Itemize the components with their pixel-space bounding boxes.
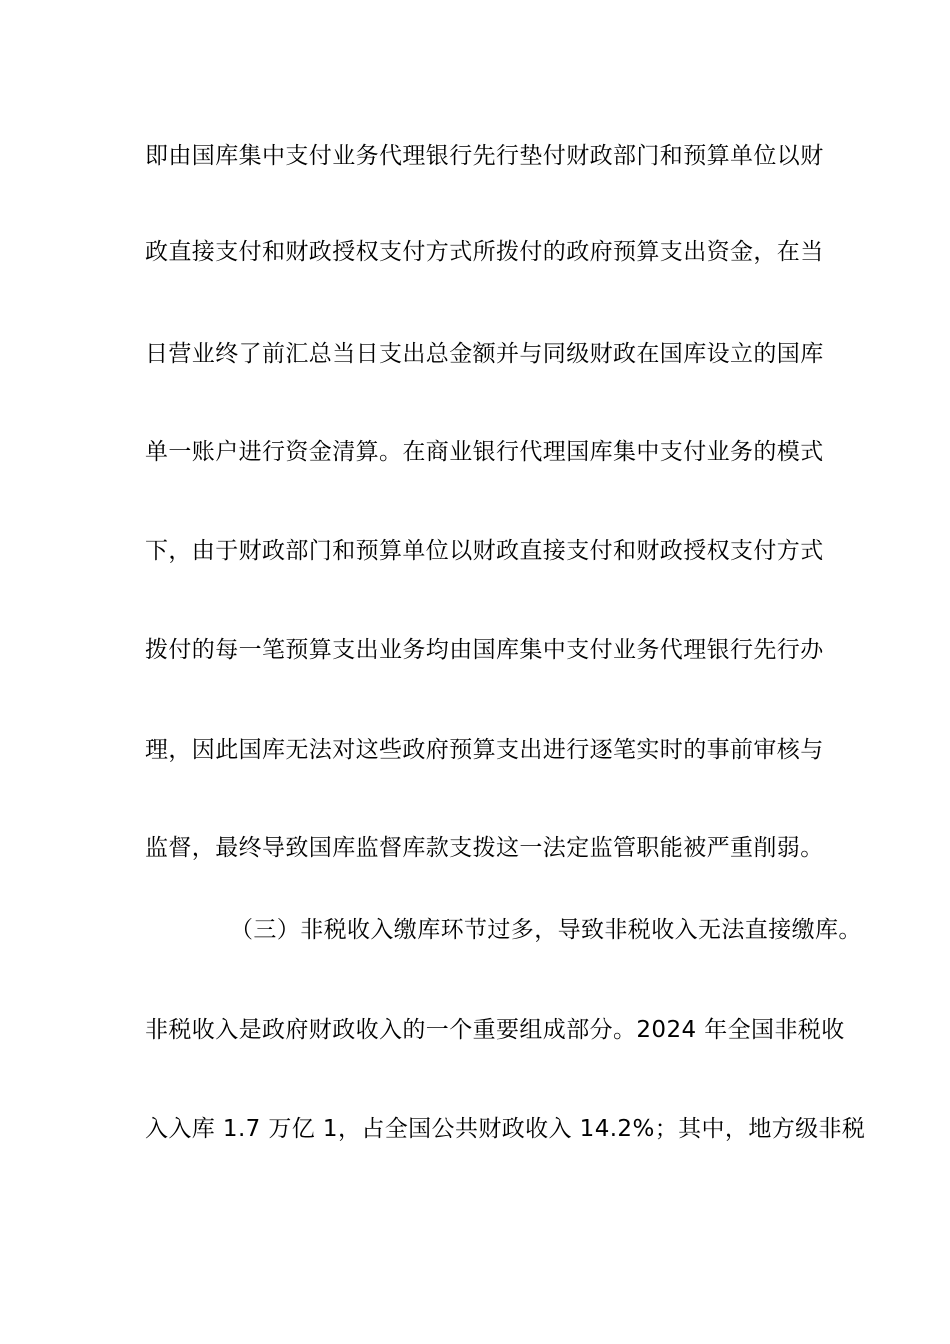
body-text-line: 下，由于财政部门和预算单位以财政直接支付和财政授权支付方式 bbox=[145, 538, 824, 564]
body-text-line: 单一账户进行资金清算。在商业银行代理国库集中支付业务的模式 bbox=[145, 439, 824, 465]
body-text-line: 监督，最终导致国库监督库款支拨这一法定监管职能被严重削弱。 bbox=[145, 835, 824, 861]
body-text-line: 入入库 1.7 万亿 1，占全国公共财政收入 14.2%；其中，地方级非税 bbox=[145, 1116, 866, 1142]
body-text-line: 政直接支付和财政授权支付方式所拨付的政府预算支出资金，在当 bbox=[145, 239, 824, 265]
body-text-line: 日营业终了前汇总当日支出总金额并与同级财政在国库设立的国库 bbox=[145, 341, 824, 367]
body-text-line: 非税收入是政府财政收入的一个重要组成部分。2024 年全国非税收 bbox=[145, 1017, 845, 1043]
body-text-line: 即由国库集中支付业务代理银行先行垫付财政部门和预算单位以财 bbox=[145, 143, 824, 169]
body-text-line: 理，因此国库无法对这些政府预算支出进行逐笔实时的事前审核与 bbox=[145, 737, 824, 763]
body-text-line: 拨付的每一笔预算支出业务均由国库集中支付业务代理银行先行办 bbox=[145, 637, 824, 663]
section-heading: （三）非税收入缴库环节过多，导致非税收入无法直接缴库。 bbox=[230, 917, 862, 943]
